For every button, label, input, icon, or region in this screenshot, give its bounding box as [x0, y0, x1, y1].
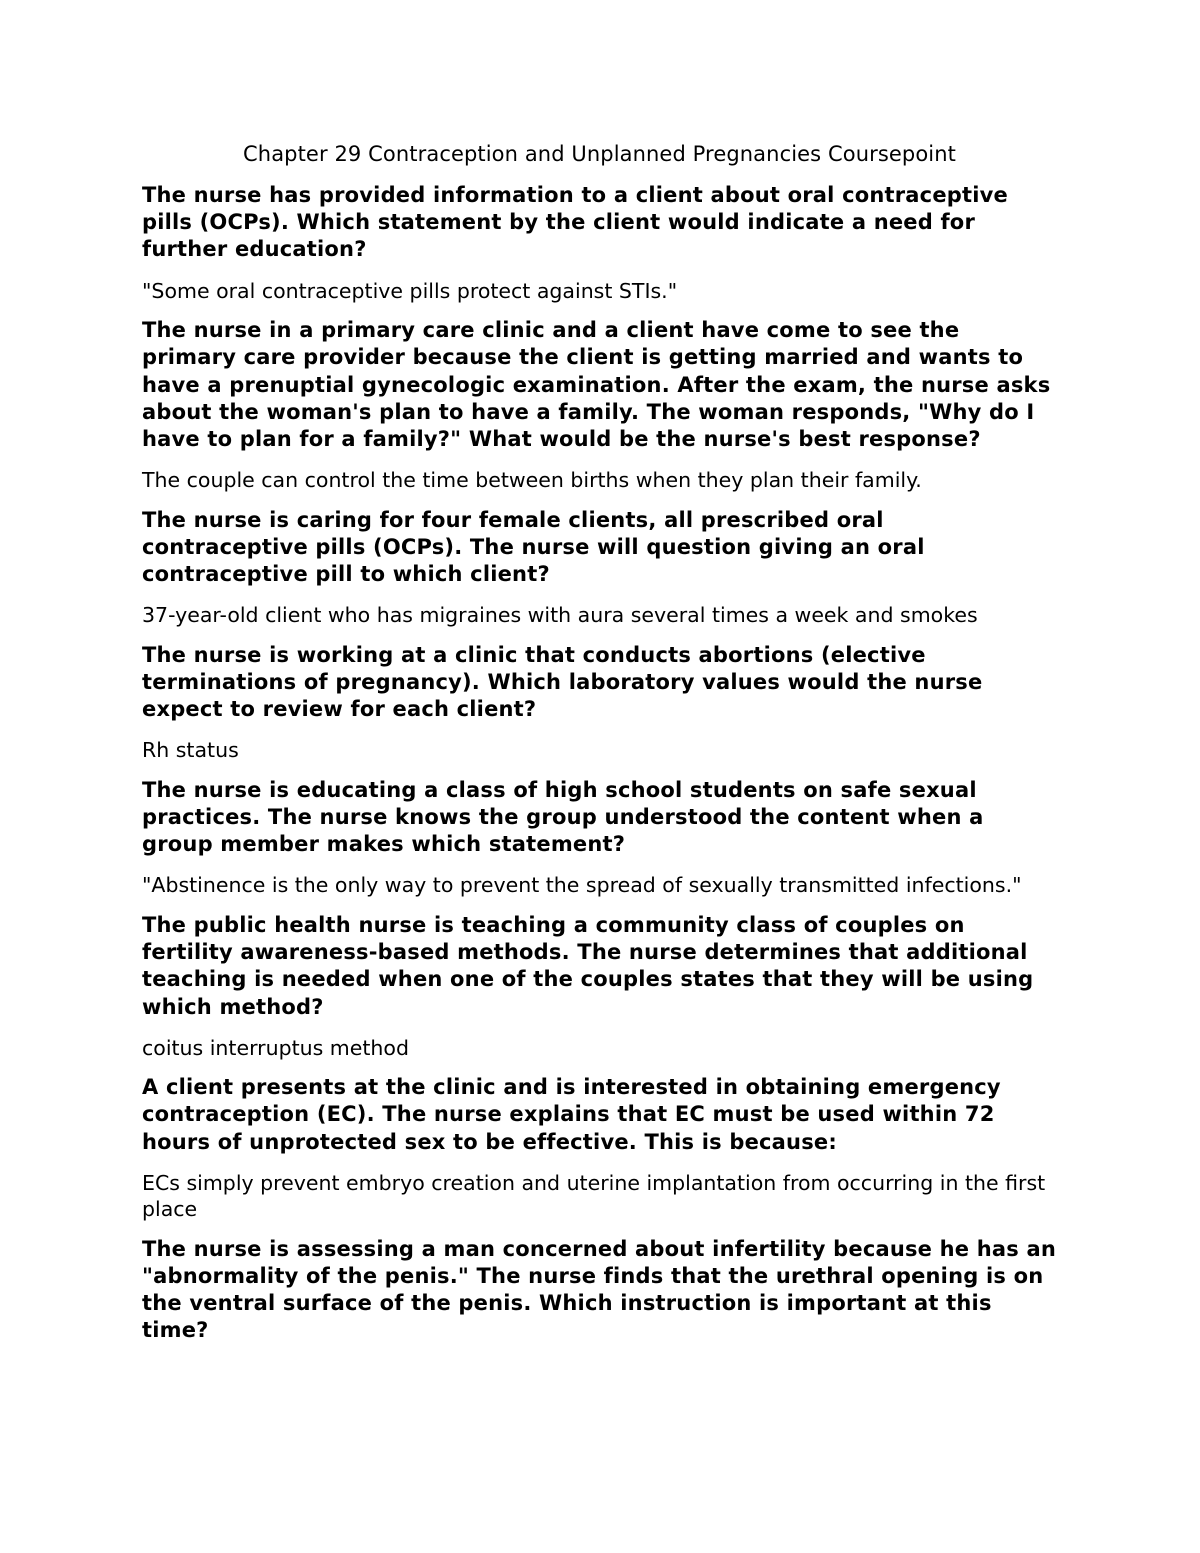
qa-item-1 — [142, 182, 1057, 304]
question-8: The nurse is assessing a man concerned about infertility because he has an "abnormality of the penis." The nurse finds that the urethral opening is on the ventral surface of the penis. Which instruction is important at this time? — [142, 1236, 1056, 1343]
question-6: The public health nurse is teaching a community class of couples on fertility awareness-based methods. The nurse determines that additional teaching is needed when one of the couples states that they will be using which method? — [142, 912, 1034, 1019]
answer-3: 37-year-old client who has migraines with aura several times a week and smokes — [142, 603, 978, 628]
qa-item-3 — [142, 507, 1057, 629]
question-7: A client presents at the clinic and is interested in obtaining emergency contraception (EC). The nurse explains that EC must be used within 72 hours of unprotected sex to be effective. This is because: — [142, 1075, 1001, 1154]
question-5: The nurse is educating a class of high school students on safe sexual practices. The nurse knows the group understood the content when a group member makes which statement? — [142, 777, 984, 857]
answer-6: coitus interruptus method — [142, 1035, 409, 1060]
answer-7: ECs simply prevent embryo creation and uterine implantation from occurring in the first place — [142, 1170, 1046, 1222]
question-2: The nurse in a primary care clinic and a client have come to see the primary care provider because the client is getting married and wants to have a prenuptial gynecologic examination. After the exam, the nurse asks about the woman's plan to have a family. The woman responds, "Why do I have to plan for a family?" What would be the nurse's best response? — [142, 318, 1051, 451]
qa-item-8 — [142, 1236, 1057, 1345]
document-page — [142, 140, 1057, 1359]
answer-1: "Some oral contraceptive pills protect against STIs." — [142, 278, 678, 303]
document-title: Chapter 29 Contraception and Unplanned Pregnancies Coursepoint — [243, 142, 956, 166]
answer-4: Rh status — [142, 738, 239, 763]
answer-2: The couple can control the time between births when they plan their family. — [142, 468, 922, 493]
qa-item-6 — [142, 912, 1057, 1061]
qa-item-7 — [142, 1074, 1057, 1223]
question-1: The nurse has provided information to a client about oral contraceptive pills (OCPs). Which statement by the client would indicate a need for further education? — [142, 183, 1008, 262]
answer-5: "Abstinence is the only way to prevent the spread of sexually transmitted infections." — [142, 873, 1022, 898]
question-4: The nurse is working at a clinic that conducts abortions (elective terminations of pregnancy). Which laboratory values would the nurse expect to review for each client? — [142, 642, 983, 722]
qa-item-2 — [142, 317, 1057, 494]
qa-item-5 — [142, 777, 1057, 899]
question-3: The nurse is caring for four female clients, all prescribed oral contraceptive pills (OCPs). The nurse will question giving an oral contraceptive pill to which client? — [142, 507, 925, 587]
qa-item-4 — [142, 642, 1057, 764]
